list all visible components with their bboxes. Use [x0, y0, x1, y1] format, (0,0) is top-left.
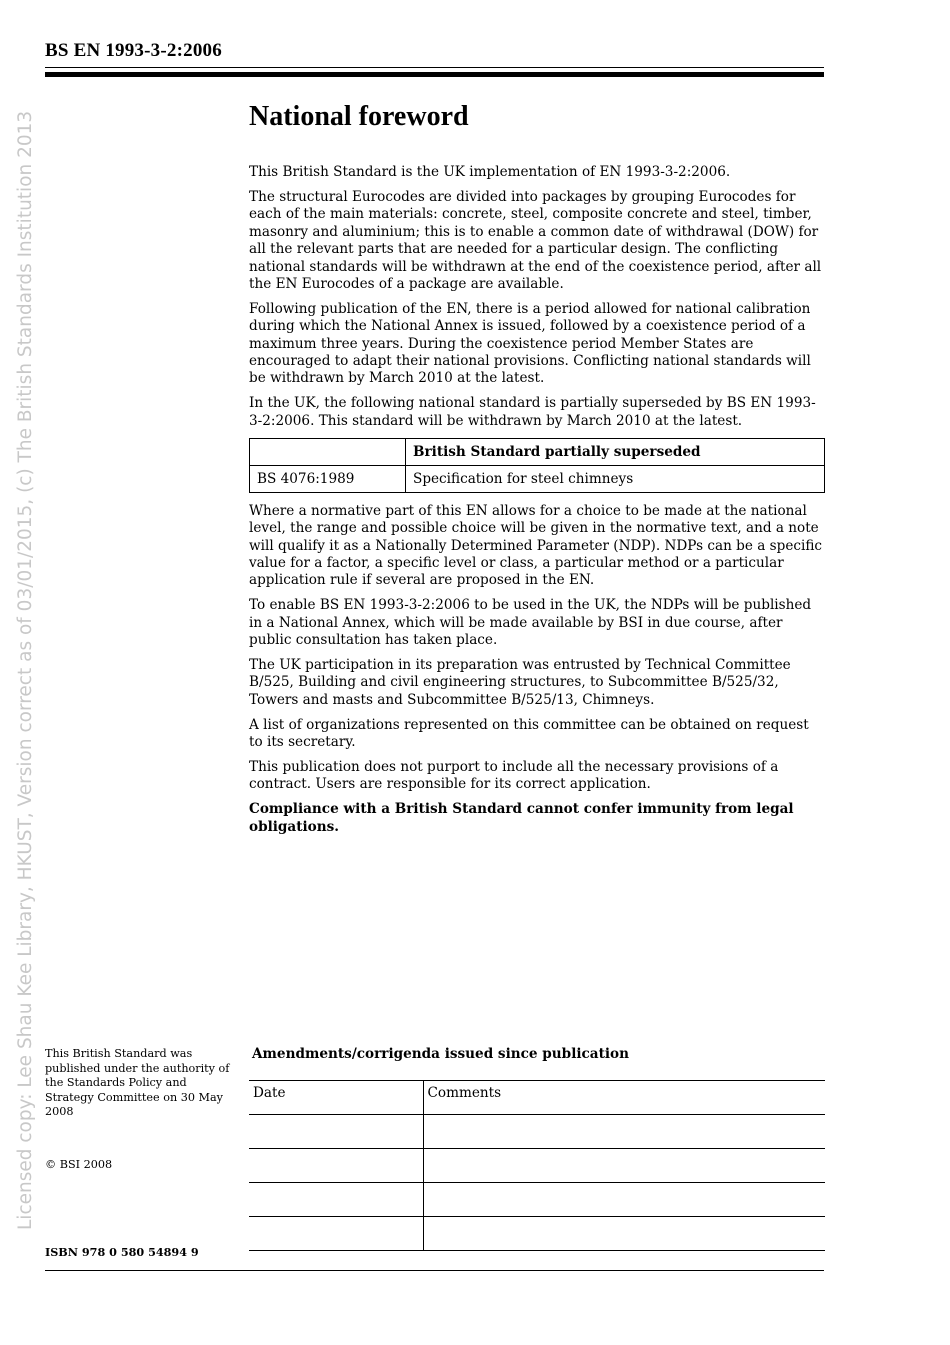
- table-cell: [249, 1217, 423, 1251]
- table-header-cell: British Standard partially superseded: [406, 438, 825, 465]
- paragraph: The structural Eurocodes are divided into packages by grouping Eurocodes for each of the main materials: concrete, steel, composite concrete and steel, timber, masonry and aluminium; this is to enable a common date of withdrawal (DOW) for all the relevant parts that are needed for a particular design. The conflicting national standards will be withdrawn at the end of the coexistence period, after all the EN Eurocodes of a package are available.: [249, 188, 822, 292]
- superseded-standards-table: [249, 438, 825, 493]
- table-header-row: [249, 1081, 825, 1115]
- table-cell: [249, 1115, 423, 1149]
- paragraph: A list of organizations represented on this committee can be obtained on request to its secretary.: [249, 716, 809, 751]
- table-cell: [249, 1183, 423, 1217]
- table-cell: [423, 1217, 825, 1251]
- table-row: [250, 465, 825, 492]
- publication-note: This British Standard was published under the authority of the Standards Policy and Strategy Committee on 30 May 2008: [45, 1047, 230, 1119]
- table-row: [249, 1149, 825, 1183]
- compliance-statement: Compliance with a British Standard cannot confer immunity from legal obligations.: [249, 801, 794, 835]
- table-row: [249, 1115, 825, 1149]
- document-code: BS EN 1993-3-2:2006: [45, 40, 222, 61]
- page-title: National foreword: [249, 101, 469, 132]
- table-cell-code: BS 4076:1989: [250, 465, 406, 492]
- paragraph: To enable BS EN 1993-3-2:2006 to be used in the UK, the NDPs will be published in a National Annex, which will be made available by BSI in due course, after public consultation has taken place.: [249, 597, 812, 649]
- paragraph: Following publication of the EN, there is a period allowed for national calibration during which the National Annex is issued, followed by a coexistence period of a maximum three years. During the coexistence period Member States are encouraged to adapt their national provisions. Conflicting national standards will be withdrawn by March 2010 at the latest.: [249, 300, 811, 387]
- copyright-notice: © BSI 2008: [45, 1158, 113, 1171]
- paragraph: This British Standard is the UK implementation of EN 1993-3-2:2006.: [249, 164, 731, 180]
- table-row: [249, 1183, 825, 1217]
- main-content: [249, 98, 825, 844]
- table-cell-title: Specification for steel chimneys: [406, 465, 825, 492]
- table-cell: [423, 1183, 825, 1217]
- table-cell: [249, 1149, 423, 1183]
- paragraph: Where a normative part of this EN allows for a choice to be made at the national level, the range and possible choice will be given in the normative text, and a note will qualify it as a Nationally Determined Parameter (NDP). NDPs can be a specific value for a factor, a specific level or class, a particular method or a particular application rule if several are proposed in the EN.: [249, 502, 823, 589]
- paragraph: This publication does not purport to include all the necessary provisions of a contract. Users are responsible for its correct application.: [249, 758, 779, 793]
- isbn: ISBN 978 0 580 54894 9: [45, 1245, 199, 1259]
- amendments-title: Amendments/corrigenda issued since publication: [252, 1046, 629, 1062]
- watermark-text: Licensed copy: Lee Shau Kee Library, HKUST, Version correct as of 03/01/2015, (c) The British Standards Institution 2013: [15, 110, 36, 1230]
- header-rule-thick: [45, 72, 824, 77]
- table-row: [249, 1217, 825, 1251]
- table-cell: [423, 1149, 825, 1183]
- paragraph: The UK participation in its preparation was entrusted by Technical Committee B/525, Building and civil engineering structures, to Subcommittee B/525/32, Towers and masts and Subcommittee B/525/13, Chimneys.: [249, 656, 791, 708]
- table-header-cell: [250, 438, 406, 465]
- header-rule-thin: [45, 67, 824, 68]
- date-column-header: Date: [249, 1081, 423, 1115]
- table-header-row: [250, 438, 825, 465]
- paragraph: In the UK, the following national standard is partially superseded by BS EN 1993-3-2:2006. This standard will be withdrawn by March 2010 at the latest.: [249, 395, 816, 429]
- footer-rule: [45, 1270, 824, 1271]
- table-cell: [423, 1115, 825, 1149]
- amendments-table: [249, 1080, 825, 1251]
- comments-column-header: Comments: [423, 1081, 825, 1115]
